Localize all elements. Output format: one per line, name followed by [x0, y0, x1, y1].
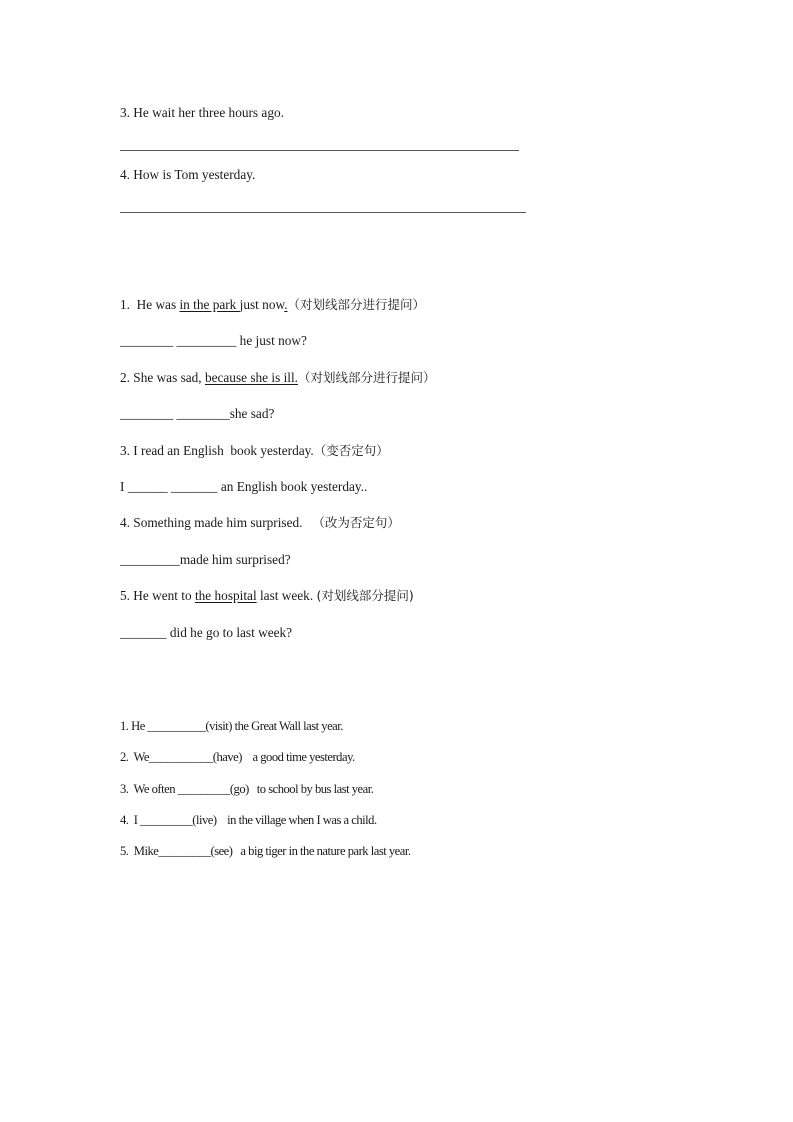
- question-b1-instruction: （对划线部分进行提问）: [287, 297, 426, 312]
- answer-line-a4: [120, 212, 526, 213]
- question-c4: 4. I _________(live) in the village when I was a child.: [120, 813, 377, 827]
- question-b3-instruction: （变否定句）: [313, 443, 389, 458]
- question-c1: 1. He __________(visit) the Great Wall last year.: [120, 719, 343, 733]
- answer-b5: _______ did he go to last week?: [120, 625, 293, 640]
- answer-b4: _________made him surprised?: [120, 552, 291, 567]
- question-b1-pre: 1. He was: [120, 297, 180, 312]
- question-b1-underlined: in the park: [179, 297, 240, 312]
- question-c5: 5. Mike_________(see) a big tiger in the nature park last year.: [120, 844, 411, 858]
- question-c2: 2. We___________(have) a good time yesterday.: [120, 750, 355, 764]
- question-a3: 3. He wait her three hours ago.: [120, 105, 284, 120]
- answer-b3: I ______ _______ an English book yesterday..: [120, 479, 368, 494]
- question-b5-underlined: the hospital: [194, 588, 257, 603]
- question-b2: [120, 370, 436, 386]
- question-b1-period: .: [284, 297, 288, 312]
- question-b4: [120, 515, 400, 531]
- question-b1-mid: just now: [239, 297, 285, 312]
- question-b2-underlined: because she is ill.: [204, 370, 299, 385]
- question-b4-instruction: （改为否定句）: [312, 515, 400, 530]
- question-c3: 3. We often _________(go) to school by bus last year.: [120, 782, 374, 796]
- question-b5-post: last week.: [256, 588, 317, 603]
- question-b2-pre: 2. She was sad,: [120, 370, 205, 385]
- answer-b2: ________ ________she sad?: [120, 406, 275, 421]
- answer-line-a3: [120, 150, 519, 151]
- question-b3-pre: 3. I read an English book yesterday.: [120, 443, 314, 458]
- question-b5: [120, 588, 414, 604]
- question-b3: [120, 443, 389, 459]
- question-b5-instruction: (对划线部分提问): [316, 588, 414, 603]
- question-b1: [120, 297, 425, 313]
- answer-b1: ________ _________ he just now?: [120, 333, 307, 348]
- question-a4: 4. How is Tom yesterday.: [120, 167, 256, 182]
- question-b4-pre: 4. Something made him surprised.: [120, 515, 313, 530]
- question-b2-instruction: （对划线部分进行提问）: [298, 370, 436, 385]
- question-b5-pre: 5. He went to: [120, 588, 195, 603]
